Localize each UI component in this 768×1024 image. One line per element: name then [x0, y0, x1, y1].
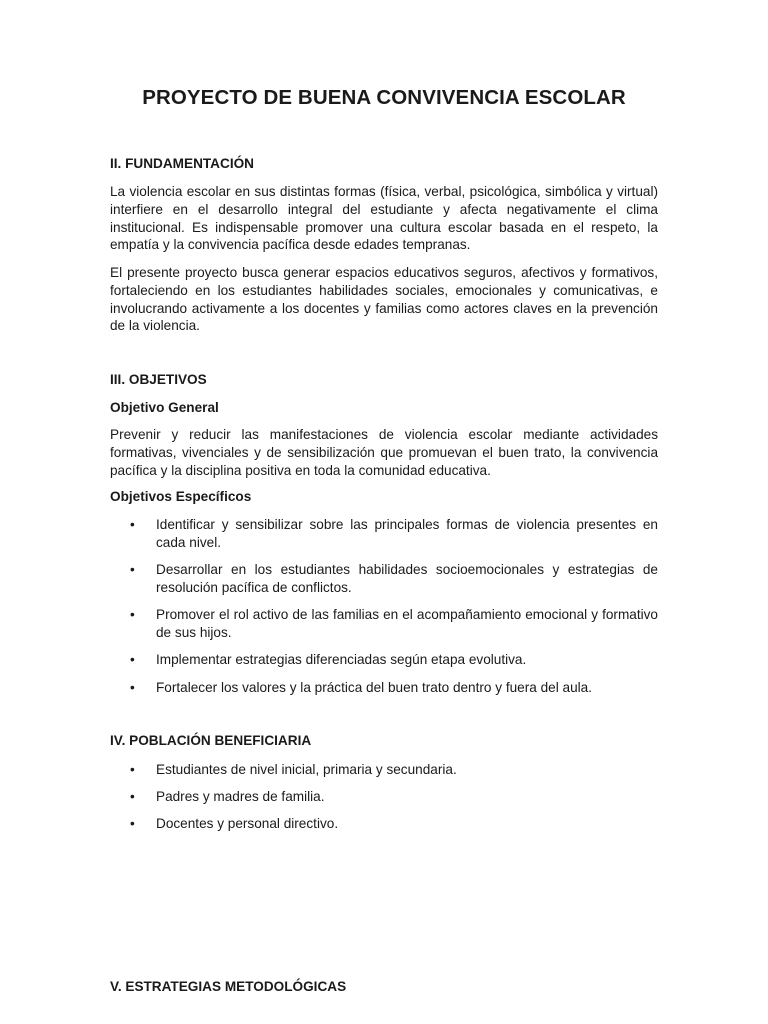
list-item-text: Docentes y personal directivo.	[156, 816, 339, 831]
objetivo-general-paragraph: Prevenir y reducir las manifestaciones de violencia escolar mediante actividades formativas, vivenciales y de sensibilización que promuevan el buen trato, la convivencia pacífica y la disciplina positiva en toda la comunidad educativa.	[110, 427, 658, 478]
list-item-objetivo-especifico	[130, 679, 658, 697]
section-heading-objetivos: III. OBJETIVOS	[110, 372, 207, 387]
list-item-text: Fortalecer los valores y la práctica del buen trato dentro y fuera del aula.	[156, 680, 592, 695]
fundamentacion-paragraph-1: La violencia escolar en sus distintas formas (física, verbal, psicológica, simbólica y virtual) interfiere en el desarrollo integral del estudiante y afecta negativamente el clima institucional. Es indispensable promover una cultura escolar basada en el respeto, la empatía y la convivencia pacífica desde edades tempranas.	[110, 184, 658, 253]
list-item-objetivo-especifico	[130, 651, 658, 669]
list-item-text: Promover el rol activo de las familias en el acompañamiento emocional y formativo de sus hijos.	[156, 607, 658, 640]
section-heading-poblacion: IV. POBLACIÓN BENEFICIARIA	[110, 733, 312, 748]
fundamentacion-paragraph-2: El presente proyecto busca generar espacios educativos seguros, afectivos y formativos, fortaleciendo en los estudiantes habilidades sociales, emocionales y comunicativas, e involucrando activamente a los docentes y familias como actores claves en la prevención de la violencia.	[110, 265, 658, 334]
list-item-text: Desarrollar en los estudiantes habilidades socioemocionales y estrategias de resolución pacífica de conflictos.	[156, 562, 658, 595]
list-item-objetivo-especifico	[130, 561, 658, 597]
list-item-objetivo-especifico	[130, 516, 658, 552]
bullet-icon: •	[130, 762, 135, 777]
bullet-icon: •	[130, 562, 135, 577]
section-heading-fundamentacion: II. FUNDAMENTACIÓN	[110, 156, 254, 171]
list-item-text: Padres y madres de familia.	[156, 789, 325, 804]
list-item-poblacion	[130, 788, 658, 806]
list-item-poblacion	[130, 815, 658, 833]
list-item-objetivo-especifico	[130, 606, 658, 642]
bullet-icon: •	[130, 517, 135, 532]
bullet-icon: •	[130, 680, 135, 695]
subheading-objetivo-general: Objetivo General	[110, 400, 219, 415]
bullet-icon: •	[130, 789, 135, 804]
bullet-icon: •	[130, 816, 135, 831]
subheading-objetivos-especificos: Objetivos Específicos	[110, 489, 252, 504]
bullet-icon: •	[130, 607, 135, 622]
list-item-text: Implementar estrategias diferenciadas según etapa evolutiva.	[156, 652, 527, 667]
list-item-text: Identificar y sensibilizar sobre las principales formas de violencia presentes en cada nivel.	[156, 517, 658, 550]
list-item-poblacion	[130, 761, 658, 779]
list-item-text: Estudiantes de nivel inicial, primaria y secundaria.	[156, 762, 457, 777]
section-heading-estrategias: V. ESTRATEGIAS METODOLÓGICAS	[110, 979, 347, 994]
document-title: PROYECTO DE BUENA CONVIVENCIA ESCOLAR	[142, 86, 626, 109]
bullet-icon: •	[130, 652, 135, 667]
